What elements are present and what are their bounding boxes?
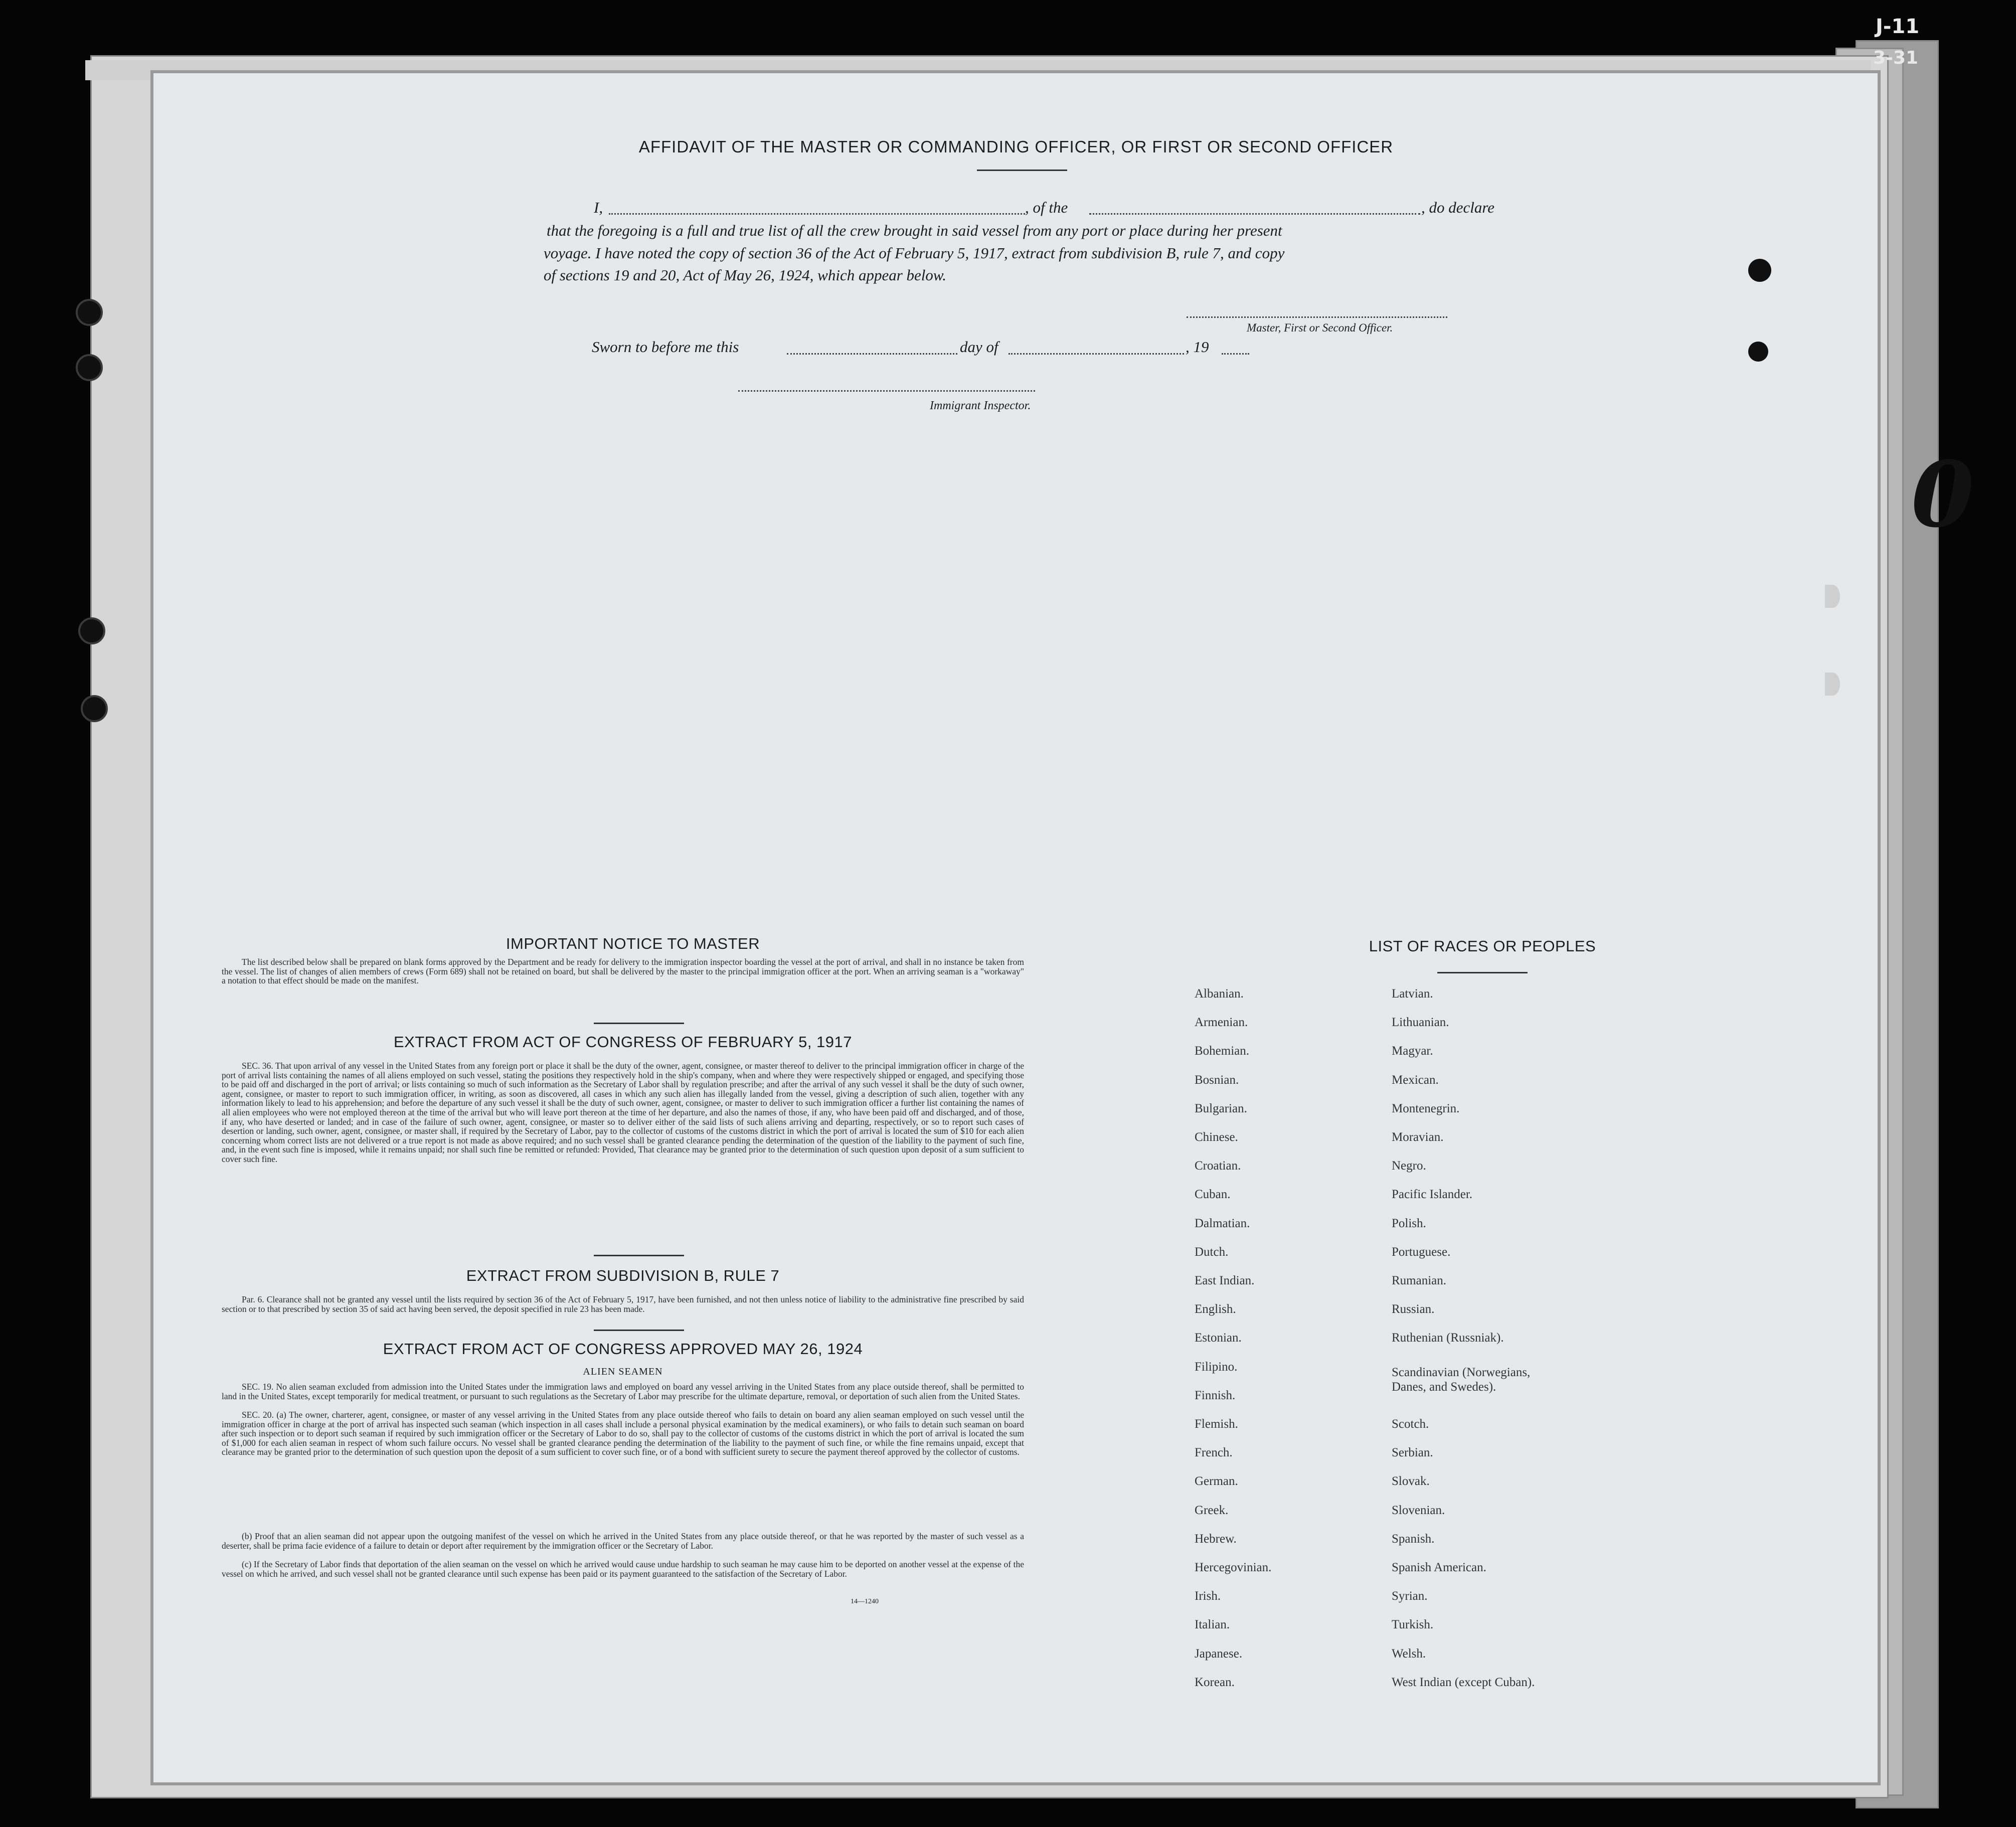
race-right: Latvian.	[1392, 987, 1433, 1001]
sworn-month-blank[interactable]	[1009, 353, 1184, 355]
race-left: Bulgarian.	[1195, 1102, 1247, 1115]
race-left: Flemish.	[1195, 1417, 1238, 1431]
race-right: Magyar.	[1392, 1044, 1433, 1058]
race-right: Turkish.	[1392, 1618, 1434, 1631]
extract-1917-title: EXTRACT FROM ACT OF CONGRESS OF FEBRUARY 5, 1917	[393, 1033, 853, 1051]
race-left: Japanese.	[1195, 1647, 1243, 1660]
sworn-text: Sworn to before me this	[592, 338, 739, 356]
edge-note-2: 3-31	[1873, 48, 1919, 68]
vessel-blank[interactable]	[1089, 213, 1420, 215]
affidavit-line-3: voyage. I have noted the copy of section 36 of the Act of February 5, 1917, extract from subdivision B, rule 7, and copy	[544, 244, 1285, 262]
extract-1924-sec20a: SEC. 20. (a) The owner, charterer, agent, consignee, or master of any vessel arriving in the United States from any place outside thereof who fails to detain on board any alien seaman employed on such vessel until the immigration officer in charge at the port of arrival has inspected such seaman (which inspection in all cases shall include a personal physical examination by the medical examiners), or who fails to detain such seaman on board after such inspection or to deport such seaman if required by such immigration officer or the Secretary of Labor to do so, shall pay to the collector of customs of the customs district in which the port of arrival is located the sum of $1,000 for each alien seaman in respect of whom such failure occurs. No vessel shall be granted clearance pending the determination of the liability to the payment of such fine, or while the fine remains unpaid, except that clearance may be granted prior to the determination of such question upon the deposit of a sum sufficient to cover such fine, or of a bond with sufficient surety to secure the payment thereof approved by the collector of customs.	[222, 1410, 1024, 1457]
race-right: Russian.	[1392, 1302, 1435, 1316]
race-left: Hercegovinian.	[1195, 1561, 1272, 1574]
race-left: Croatian.	[1195, 1159, 1241, 1173]
extract-1917-body: SEC. 36. That upon arrival of any vessel in the United States from any foreign port or place it shall be the duty of the owner, agent, consignee, or master thereof to deliver to the principal immigration officer in charge of the port of arrival lists containing the names of all aliens employed on such vessel, stating the positions they respectively hold in the ship's company, when and where they were respectively shipped or engaged, and specifying those to be paid off and discharged in the port of arrival; or lists containing so much of such information as the Secretary of Labor shall by regulation prescribe; and after the arrival of any such vessel it shall be the duty of such owner, agent, consignee, or master to report to such immigration officer, in writing, as soon as discovered, all cases in which any such alien has illegally landed from the vessel, giving a description of such alien, together with any information likely to lead to his apprehension; and before the departure of any such vessel it shall be the duty of such owner, agent, consignee, or master to deliver to such immigration officer a further list containing the names of all alien employees who were not employed thereon at the time of the arrival but who will leave port thereon at the time of her departure, and also the names of those, if any, who have been paid off and discharged, and of those, if any, who have deserted or landed; and in case of the failure of such owner, agent, consignee, or master so to deliver either of the said lists of such aliens arriving and departing, respectively, or so to report such cases of desertion or landing, such owner, agent, consignee, or master shall, if required by the Secretary of Labor, pay to the collector of customs of the customs district in which the port of arrival is located the sum of $10 for each alien concerning whom correct lists are not delivered or a true report is not made as above required; and no such vessel shall be granted clearance pending the determination of the question of the liability to the payment of such fine, and, in the event such fine is imposed, while it remains unpaid; nor shall such fine be remitted or refunded: Provided, That clearance may be granted prior to the determination of such question upon deposit of a sum sufficient to cover such fine.	[222, 1061, 1024, 1164]
affidavit-i: I,	[594, 199, 603, 216]
race-right: Spanish American.	[1392, 1561, 1486, 1574]
race-right: Serbian.	[1392, 1446, 1433, 1459]
race-right: Pacific Islander.	[1392, 1188, 1473, 1201]
race-right: Scotch.	[1392, 1417, 1429, 1431]
binder-hole	[1748, 342, 1768, 362]
year-text: , 19	[1186, 338, 1209, 356]
race-left: Filipino.	[1195, 1360, 1238, 1374]
race-left: Korean.	[1195, 1676, 1235, 1689]
alien-seamen-subtitle: ALIEN SEAMEN	[583, 1366, 663, 1377]
extract-1924-title: EXTRACT FROM ACT OF CONGRESS APPROVED MAY 26, 1924	[383, 1340, 863, 1358]
race-left: East Indian.	[1195, 1274, 1255, 1287]
race-left: Greek.	[1195, 1504, 1229, 1517]
notice-title: IMPORTANT NOTICE TO MASTER	[506, 935, 760, 952]
binder-hole	[1825, 585, 1840, 608]
manifest-sheet	[150, 70, 1974, 1785]
race-right: Montenegrin.	[1392, 1102, 1460, 1115]
year-blank[interactable]	[1222, 353, 1249, 355]
extract-1924-sec20c: (c) If the Secretary of Labor finds that deportation of the alien seaman on the vessel on which he arrived would cause undue hardship to such seaman he may cause him to be deported on another vessel at the expense of the vessel on which he arrived, and such vessel shall not be granted clearance until such expense has been paid or its payment guaranteed to the satisfaction of the Secretary of Labor.	[222, 1559, 1024, 1579]
master-signature-line[interactable]	[1187, 316, 1447, 318]
extract-1924-sec19: SEC. 19. No alien seaman excluded from admission into the United States under the immigration laws and employed on board any vessel arriving in the United States from any place outside thereof, shall be permitted to land in the United States, except temporarily for medical treatment, or pursuant to such regulations as the Secretary of Labor may prescribe for the ultimate departure, removal, or deportation of such alien from the United States.	[222, 1382, 1024, 1401]
race-right: Negro.	[1392, 1159, 1426, 1173]
affidavit-title: AFFIDAVIT OF THE MASTER OR COMMANDING OFFICER, OR FIRST OR SECOND OFFICER	[638, 137, 1394, 156]
divider	[1437, 972, 1528, 973]
binder-hole	[1748, 259, 1771, 282]
divider	[594, 1255, 684, 1256]
race-right: Mexican.	[1392, 1073, 1439, 1087]
race-left: Dutch.	[1195, 1245, 1229, 1259]
binder-hole	[76, 354, 103, 381]
extract-1924-sec20b: (b) Proof that an alien seaman did not appear upon the outgoing manifest of the vessel on which he arrived in the United States from any place outside thereof, or that he was reported by the master of such vessel as a deserter, shall be prima facie evidence of a failure to detain or deport after requirement by the immigration officer or the Secretary of Labor.	[222, 1531, 1024, 1551]
race-left: Italian.	[1195, 1618, 1230, 1631]
race-left: French.	[1195, 1446, 1233, 1459]
race-right: Moravian.	[1392, 1130, 1444, 1144]
race-left: Bosnian.	[1195, 1073, 1239, 1087]
race-left: Dalmatian.	[1195, 1217, 1250, 1230]
race-left: Irish.	[1195, 1589, 1221, 1603]
day-of-text: day of	[960, 338, 998, 356]
binder-hole	[81, 695, 108, 722]
extract-rule7-body: Par. 6. Clearance shall not be granted any vessel until the lists required by section 36 of the Act of February 5, 1917, have been furnished, and not then unless notice of liability to the administrative fine prescribed by said section or to that prescribed by section 35 of said act having been served, the deposit specified in rule 23 has been made.	[222, 1294, 1024, 1314]
affidavit-line-4: of sections 19 and 20, Act of May 26, 1924, which appear below.	[544, 266, 947, 284]
race-left: Hebrew.	[1195, 1532, 1237, 1546]
binder-hole	[78, 617, 105, 644]
name-blank[interactable]	[609, 213, 1025, 215]
affidavit-line-2: that the foregoing is a full and true list of all the crew brought in said vessel from any port or place during her present	[547, 222, 1282, 239]
inspector-signature-line[interactable]	[738, 390, 1035, 392]
race-left: Armenian.	[1195, 1016, 1248, 1029]
race-left: German.	[1195, 1474, 1238, 1488]
race-right: Slovenian.	[1392, 1504, 1445, 1517]
race-right: Scandinavian (Norwegians, Danes, and Swedes).	[1392, 1366, 1531, 1394]
master-signature-caption: Master, First or Second Officer.	[1247, 321, 1393, 334]
notice-body: The list described below shall be prepared on blank forms approved by the Department and be ready for delivery to the immigration inspector boarding the vessel at the port of arrival, and shall in no instance be taken from the vessel. The list of changes of alien members of crews (Form 689) shall not be retained on board, but shall be delivered by the master to the principal immigration officer at the port. When an arriving seaman is a "workaway" a notation to that effect should be made on the manifest.	[222, 957, 1024, 986]
race-right: Rumanian.	[1392, 1274, 1447, 1287]
sworn-day-blank[interactable]	[787, 353, 957, 355]
race-right: Slovak.	[1392, 1474, 1430, 1488]
race-right: Syrian.	[1392, 1589, 1428, 1603]
divider	[977, 170, 1067, 171]
races-title: LIST OF RACES OR PEOPLES	[1369, 937, 1596, 955]
race-right: West Indian (except Cuban).	[1392, 1676, 1535, 1689]
race-left: English.	[1195, 1302, 1236, 1316]
race-left: Estonian.	[1195, 1331, 1242, 1345]
binder-hole	[76, 299, 103, 326]
divider	[594, 1330, 684, 1331]
race-right: Ruthenian (Russniak).	[1392, 1331, 1504, 1345]
race-left: Finnish.	[1195, 1389, 1236, 1402]
form-number: 14—1240	[851, 1598, 879, 1605]
binder-hole	[1825, 673, 1840, 696]
handwritten-mark: 0	[1911, 442, 1974, 548]
inspector-signature-caption: Immigrant Inspector.	[930, 399, 1031, 412]
race-right: Lithuanian.	[1392, 1016, 1449, 1029]
affidavit-declare: , do declare	[1421, 199, 1495, 216]
edge-note-1: J-11	[1876, 15, 1920, 38]
divider	[594, 1023, 684, 1024]
extract-rule7-title: EXTRACT FROM SUBDIVISION B, RULE 7	[466, 1267, 780, 1284]
affidavit-of-the: , of the	[1025, 199, 1068, 216]
race-left: Cuban.	[1195, 1188, 1231, 1201]
race-right: Welsh.	[1392, 1647, 1426, 1660]
race-right: Polish.	[1392, 1217, 1426, 1230]
race-left: Bohemian.	[1195, 1044, 1250, 1058]
race-left: Chinese.	[1195, 1130, 1238, 1144]
race-right: Portuguese.	[1392, 1245, 1451, 1259]
race-right: Spanish.	[1392, 1532, 1435, 1546]
race-left: Albanian.	[1195, 987, 1244, 1001]
